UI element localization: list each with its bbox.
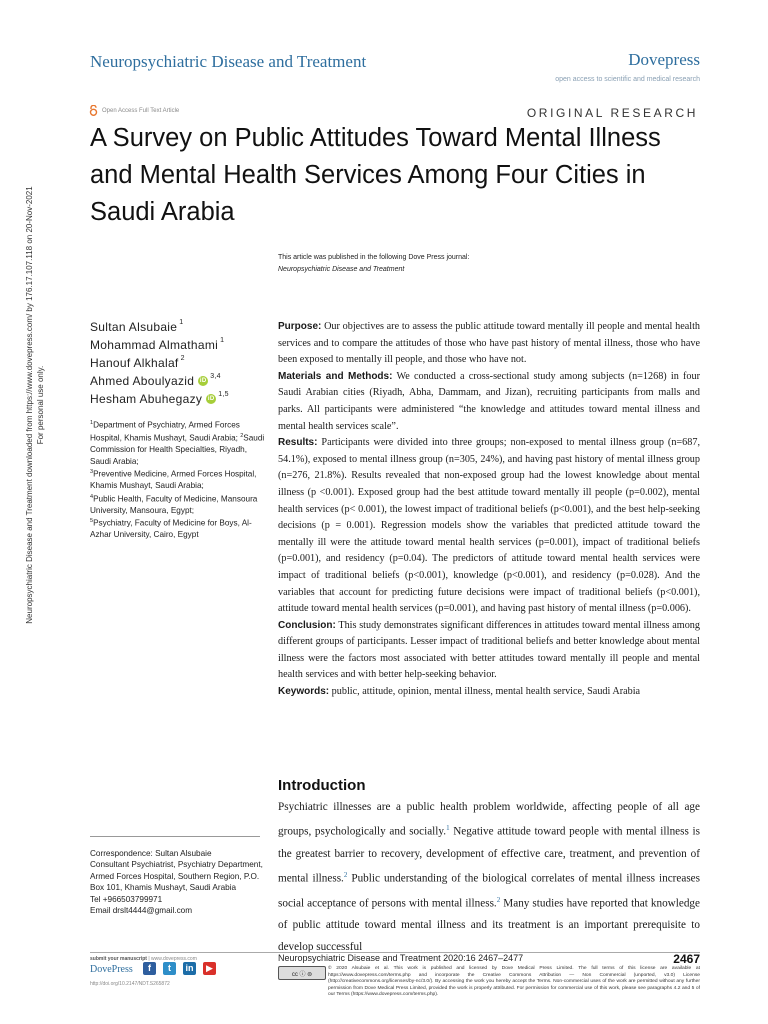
- abstract-conclusion: Conclusion: This study demonstrates significant differences in attitudes toward mental illness among different groups of participants. Lesser impact of traditional beliefs and better knowledge about mental illness were the factors most associated with better attitudes toward mentally ill people and mental health services and with better help-seeking behavior.: [278, 619, 700, 681]
- author-name: Hesham Abuhegazy: [90, 392, 203, 406]
- author-name: Sultan Alsubaie: [90, 320, 178, 334]
- author: [90, 354, 265, 372]
- reference-link[interactable]: 2: [343, 870, 348, 879]
- author-affiliation-ref: 1: [179, 319, 184, 326]
- personal-use-note: For personal use only.: [36, 365, 45, 445]
- twitter-icon[interactable]: t: [163, 962, 176, 975]
- author-affiliation-ref: 2: [180, 355, 185, 362]
- dovepress-footer-logo[interactable]: DovePress: [90, 964, 133, 975]
- author-name: Mohammad Almathami: [90, 338, 219, 352]
- linkedin-icon[interactable]: in: [183, 962, 196, 975]
- abstract-results: Results: Participants were divided into three groups; non-exposed to mental illness group (n=687, 54.1%), exposed to mental illness group (n=305, 24%), and having past history of mental illness group (n=276, 21.8%). Results revealed that non-exposed group had the lowest knowledge about mental illness (p <0.001). Exposed group had the best attitude toward mentally ill people (p=0.002), mental health services (p< 0.001), the lowest impact of traditional beliefs (p<0.001), and the best help-seeking decisions (p = 0.001). Regression models show the variables that predicted attitude toward the mentally ill were the attitude toward mental health services (p=0.001), impact of traditional beliefs (p=0.001), and residency (p=0.04). The predictors of attitude toward mental health services were impact of traditional beliefs (p<0.001), knowledge (p<0.001), and residency (p=0.028). And the variables that account for predicting future decisions were impact of traditional beliefs (p<0.001), attitude toward mental health services (p=0.001), and having past history of mental illness (p=0.006).: [278, 437, 700, 615]
- abstract-methods: Materials and Methods: We conducted a cross-sectional study among subjects (n=1268) in four Saudi Arabian cities (Riyadh, Abha, Dammam, and Jizan), recruiting participants from malls and parks. All participants were administered “the knowledge and attitudes toward mental illness and mental health services scale”.: [278, 370, 700, 432]
- abstract-purpose: Purpose: Our objectives are to assess the public attitude toward mentally ill people and mental health services and to compare the attitudes of those who have past history of mental illness, those who have been exposed to mentally ill people, and those who have not.: [278, 321, 700, 366]
- social-links: [143, 962, 216, 975]
- author-affiliation-ref: 3,4: [210, 373, 221, 380]
- facebook-icon[interactable]: f: [143, 962, 156, 975]
- orcid-icon[interactable]: iD: [199, 378, 207, 384]
- affiliations: [90, 418, 268, 541]
- download-side-note: [24, 160, 48, 650]
- author-list: [90, 318, 265, 408]
- youtube-icon[interactable]: ▶: [203, 962, 216, 975]
- author: [90, 390, 265, 408]
- author: [90, 336, 265, 354]
- author-affiliation-ref: 1: [220, 337, 225, 344]
- correspondence: [90, 848, 270, 916]
- correspondence-name: Correspondence: Sultan Alsubaie: [90, 849, 212, 858]
- author: [90, 372, 265, 390]
- affiliation: $^5$Psychiatry, Faculty of Medicine for Boys, Al-Azhar University, Cairo, Egypt: [90, 518, 252, 540]
- page-number: 2467: [673, 952, 700, 966]
- submit-manuscript-link[interactable]: submit your manuscript | www.dovepress.com: [90, 956, 197, 962]
- article-title: A Survey on Public Attitudes Toward Mental Illness and Mental Health Services Among Four Cities in Saudi Arabia: [90, 124, 661, 226]
- reference-link[interactable]: 2: [496, 896, 501, 905]
- journal-header: Neuropsychiatric Disease and Treatment: [90, 52, 367, 71]
- open-access-icon: [89, 105, 98, 116]
- author-affiliation-ref: 1,5: [218, 391, 229, 398]
- correspondence-address: Consultant Psychiatrist, Psychiatry Department, Armed Forces Hospital, Southern Region, P.O. Box 101, Khamis Mushayt, Saudi Arabia: [90, 860, 263, 893]
- reference-link[interactable]: 1: [446, 824, 450, 833]
- orcid-icon[interactable]: iD: [207, 396, 215, 402]
- affiliation: $^1$Department of Psychiatry, Armed Forces Hospital, Khamis Mushayt, Saudi Arabia; $^2$Saudi Commission for Health Specialties, Riyadh, Saudi Arabia;: [90, 420, 265, 466]
- license-text: © 2020 Alsubaie et al. This work is published and licensed by Dove Medical Press Limited. The full terms of this license are available at https://www.dovepress.com/terms.php and incorporate the Creative Commons Attribution — Non Commercial (unported, v3.0) License (http://creativecommons.org/licenses/by-nc/3.0/). By accessing the work you hereby accept the Terms. Non-commercial uses of the work are permitted without any further permission from Dove Medical Press Limited, provided the work is properly attributed. For permission for commercial use of this work, please see paragraphs 4.2 and 5 of our Terms (https://www.dovepress.com/terms.php).: [328, 966, 700, 998]
- affiliation: $^4$Public Health, Faculty of Medicine, Mansoura University, Mansoura, Egypt;: [90, 493, 258, 515]
- open-access-label: [89, 105, 179, 116]
- doi-link[interactable]: http://doi.org/10.2147/NDT.S265872: [90, 981, 170, 987]
- affiliation: $^3$Preventive Medicine, Armed Forces Hospital, Khamis Mushayt, Saudi Arabia;: [90, 469, 257, 491]
- correspondence-tel: Tel +966503799971: [90, 894, 163, 904]
- abstract: [278, 319, 700, 701]
- open-access-text: Open Access Full Text Article: [102, 107, 180, 114]
- creative-commons-icon[interactable]: cc ⓘ ⊜: [278, 966, 326, 980]
- publication-note-text: This article was published in the following Dove Press journal:: [278, 254, 470, 261]
- introduction-heading: Introduction: [278, 777, 366, 794]
- author-name: Hanouf Alkhalaf: [90, 356, 179, 370]
- author: [90, 318, 265, 336]
- correspondence-divider: [90, 836, 260, 837]
- publication-note-journal: Neuropsychiatric Disease and Treatment: [278, 266, 405, 273]
- abstract-keywords: Keywords: public, attitude, opinion, mental illness, mental health service, Saudi Arabia: [278, 686, 641, 698]
- dovepress-logo[interactable]: Dovepress: [628, 50, 700, 69]
- brand-tagline: open access to scientific and medical research: [555, 76, 700, 83]
- article-type: ORIGINAL RESEARCH: [526, 106, 698, 120]
- author-name: Ahmed Aboulyazid: [90, 374, 195, 388]
- correspondence-email[interactable]: Email drslt4444@gmail.com: [90, 906, 193, 916]
- publication-note: [278, 252, 469, 276]
- citation: Neuropsychiatric Disease and Treatment 2020:16 2467–2477: [278, 953, 524, 963]
- download-note-line: Neuropsychiatric Disease and Treatment downloaded from https://www.dovepress.com/ by 176.17.107.118 on 20-Nov-2021: [25, 186, 34, 624]
- introduction-text: Psychiatric illnesses are a public health problem worldwide, affecting people of all age groups, psychologically and socially.$^1$ Negative attitude toward people with mental illness is the greatest barrier to recovery, development of effective care, treatment, and prevention of mental illness.$^2$ Public understanding of the biological correlates of mental illness increases social acceptance of persons with mental illness.$^2$ Many studies have reported that knowledge of public attitude toward mental illness and its treatment is an important prerequisite to develop successful: [278, 801, 700, 953]
